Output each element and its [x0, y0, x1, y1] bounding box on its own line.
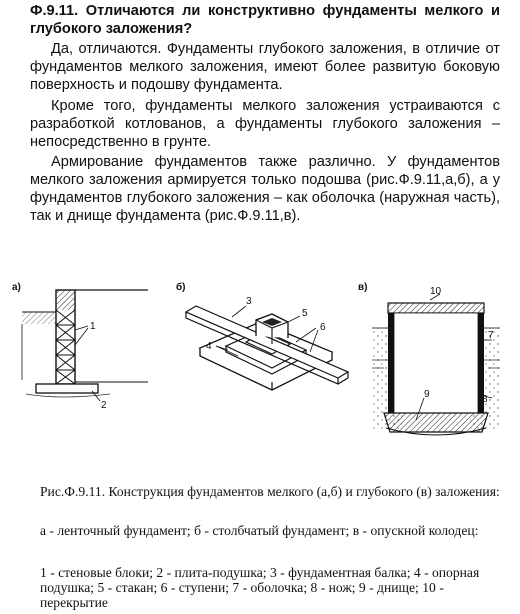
question-heading: Ф.9.11. Отличаются ли конструктивно фундаменты мелкого и глубокого заложения?	[30, 3, 500, 37]
figure-caption-title: Рис.Ф.9.11. Конструкция фундаментов мелкого (а,б) и глубокого (в) заложения:	[40, 484, 500, 499]
callout-9: 9	[424, 389, 430, 400]
panel-a-strip-foundation	[12, 282, 148, 411]
panel-b-column-foundation	[176, 281, 348, 390]
callout-5: 5	[302, 308, 308, 319]
paragraph-3: Армирование фундаментов также различно. У фундаментов мелкого заложения армируется только подошва (рис.Ф.9.11,а,б), а у фундаментов глубокого заложения – как оболочка (наружная часть), так и днище фундамента (рис.Ф.9.11,в).	[30, 154, 500, 224]
foundation-figure	[0, 270, 520, 470]
callout-1: 1	[90, 321, 96, 332]
callout-4: 4	[206, 341, 212, 352]
paragraph-2: Кроме того, фундаменты мелкого заложения устраиваются с разработкой котлованов, а фундаменты глубокого заложения – непосредственно в грунте.	[30, 98, 500, 150]
callout-3: 3	[246, 296, 252, 307]
paragraph-1: Да, отличаются. Фундаменты глубокого заложения, в отличие от фундаментов мелкого заложения, имеют более развитую боковую поверхность и подошву фундамента.	[30, 41, 500, 93]
callout-7: 7	[488, 330, 494, 341]
figure-caption-numbers: 1 - стеновые блоки; 2 - плита-подушка; 3 - фундаментная балка; 4 - опорная подушка; 5 - стакан; 6 - ступени; 7 - оболочка; 8 - нож; 9 - днище; 10 - перекрытие	[40, 565, 480, 610]
callout-8: 8	[482, 394, 488, 405]
figure-caption-types: а - ленточный фундамент; б - столбчатый фундамент; в - опускной колодец:	[40, 523, 479, 538]
panel-label-a: а)	[12, 282, 21, 293]
callout-2: 2	[101, 400, 107, 411]
callout-10: 10	[430, 286, 442, 297]
panel-c-open-caisson	[358, 282, 500, 435]
panel-label-c: в)	[358, 282, 368, 293]
callout-6: 6	[320, 322, 326, 333]
panel-label-b: б)	[176, 282, 186, 293]
